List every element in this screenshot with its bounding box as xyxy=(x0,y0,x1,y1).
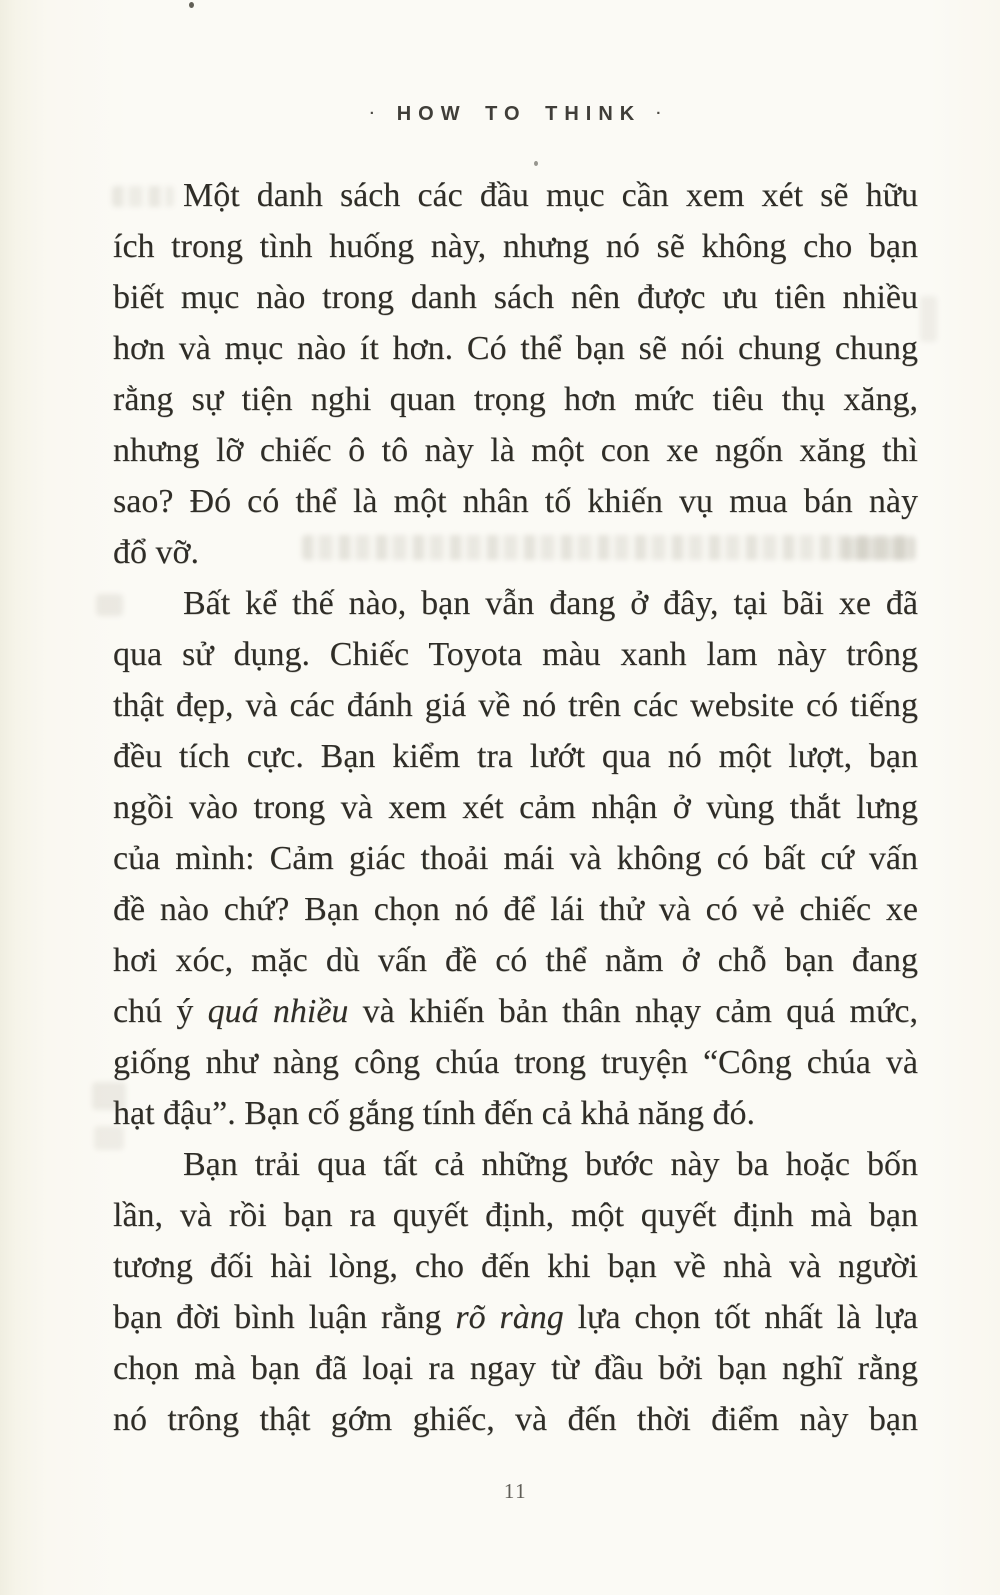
text-segment: ngồi vào trong và xem xét cảm nhận ở vùng thắt lưng xyxy=(113,789,918,826)
text-segment: Bất kể thế nào, bạn vẫn đang ở đây, tại bãi xe đã xyxy=(183,585,918,622)
italic-text: rõ ràng xyxy=(455,1299,564,1336)
text-segment: biết mục nào trong danh sách nên được ưu tiên nhiều xyxy=(113,279,918,316)
text-line xyxy=(113,221,918,272)
text-line xyxy=(113,1037,918,1088)
text-segment: qua sử dụng. Chiếc Toyota màu xanh lam này trông xyxy=(113,636,918,673)
header-bullet-left: · xyxy=(369,105,375,122)
text-segment: đều tích cực. Bạn kiểm tra lướt qua nó một lượt, bạn xyxy=(113,738,918,775)
text-line xyxy=(113,935,918,986)
text-segment: bạn đời bình luận rằng xyxy=(113,1299,456,1336)
text-line xyxy=(113,1190,918,1241)
text-segment: ích trong tình huống này, nhưng nó sẽ không cho bạn xyxy=(113,228,918,265)
text-line xyxy=(113,578,918,629)
text-line xyxy=(113,1343,918,1394)
text-segment: rằng sự tiện nghi quan trọng hơn mức tiêu thụ xăng, xyxy=(113,381,918,418)
text-line xyxy=(113,374,918,425)
text-segment: hơn và mục nào ít hơn. Có thể bạn sẽ nói chung chung xyxy=(113,330,918,367)
text-line xyxy=(113,1292,918,1343)
text-line xyxy=(113,1394,918,1445)
text-line xyxy=(113,323,918,374)
scan-artifact xyxy=(920,296,937,342)
text-segment: chú ý xyxy=(113,993,208,1030)
text-segment: hạt đậu”. Bạn cố gắng tính đến cả khả năng đó. xyxy=(113,1095,756,1132)
text-segment: sao? Đó có thể là một nhân tố khiến vụ mua bán này xyxy=(113,483,918,520)
running-header xyxy=(113,103,918,133)
text-line xyxy=(113,629,918,680)
text-line xyxy=(113,1088,918,1139)
text-segment: nhưng lỡ chiếc ô tô này là một con xe ngốn xăng thì xyxy=(113,432,918,469)
text-segment: thật đẹp, và các đánh giá về nó trên các website có tiếng xyxy=(113,687,918,724)
ink-speck xyxy=(189,2,194,8)
text-line xyxy=(113,425,918,476)
text-segment: đổ vỡ. xyxy=(113,534,199,571)
text-line xyxy=(113,833,918,884)
text-segment: đề nào chứ? Bạn chọn nó để lái thử và có vẻ chiếc xe xyxy=(113,891,918,928)
text-segment: tương đối hài lòng, cho đến khi bạn về nhà và người xyxy=(113,1248,918,1285)
text-segment: và khiến bản thân nhạy cảm quá mức, xyxy=(348,993,918,1030)
text-line xyxy=(113,680,918,731)
text-line xyxy=(113,1241,918,1292)
text-line xyxy=(113,731,918,782)
text-line xyxy=(113,170,918,221)
text-segment: chọn mà bạn đã loại ra ngay từ đầu bởi bạn nghĩ rằng xyxy=(113,1350,918,1387)
text-line xyxy=(113,782,918,833)
header-bullet-right: · xyxy=(656,105,662,122)
text-line xyxy=(113,986,918,1037)
text-segment: lần, và rồi bạn ra quyết định, một quyết định mà bạn xyxy=(113,1197,918,1234)
text-segment: giống như nàng công chúa trong truyện “Công chúa và xyxy=(113,1044,918,1081)
paragraph xyxy=(113,1139,918,1445)
paragraph xyxy=(113,578,918,1139)
text-segment: Bạn trải qua tất cả những bước này ba hoặc bốn xyxy=(183,1146,918,1183)
text-segment: của mình: Cảm giác thoải mái và không có bất cứ vấn xyxy=(113,840,918,877)
page-text xyxy=(113,170,918,1445)
text-line xyxy=(113,527,918,578)
text-segment: Một danh sách các đầu mục cần xem xét sẽ hữu xyxy=(183,177,918,214)
text-segment: hơi xóc, mặc dù vấn đề có thể nằm ở chỗ bạn đang xyxy=(113,942,918,979)
text-segment: nó trông thật gớm ghiếc, và đến thời điểm này bạn xyxy=(113,1401,918,1438)
running-header-title: HOW TO THINK xyxy=(396,103,642,125)
paragraph xyxy=(113,170,918,578)
text-line xyxy=(113,884,918,935)
ink-speck xyxy=(534,161,538,166)
text-line xyxy=(113,476,918,527)
italic-text: quá nhiều xyxy=(207,993,349,1030)
page-number: 11 xyxy=(503,1479,528,1503)
text-segment: lựa chọn tốt nhất là lựa xyxy=(563,1299,918,1336)
text-line xyxy=(113,272,918,323)
text-line xyxy=(113,1139,918,1190)
